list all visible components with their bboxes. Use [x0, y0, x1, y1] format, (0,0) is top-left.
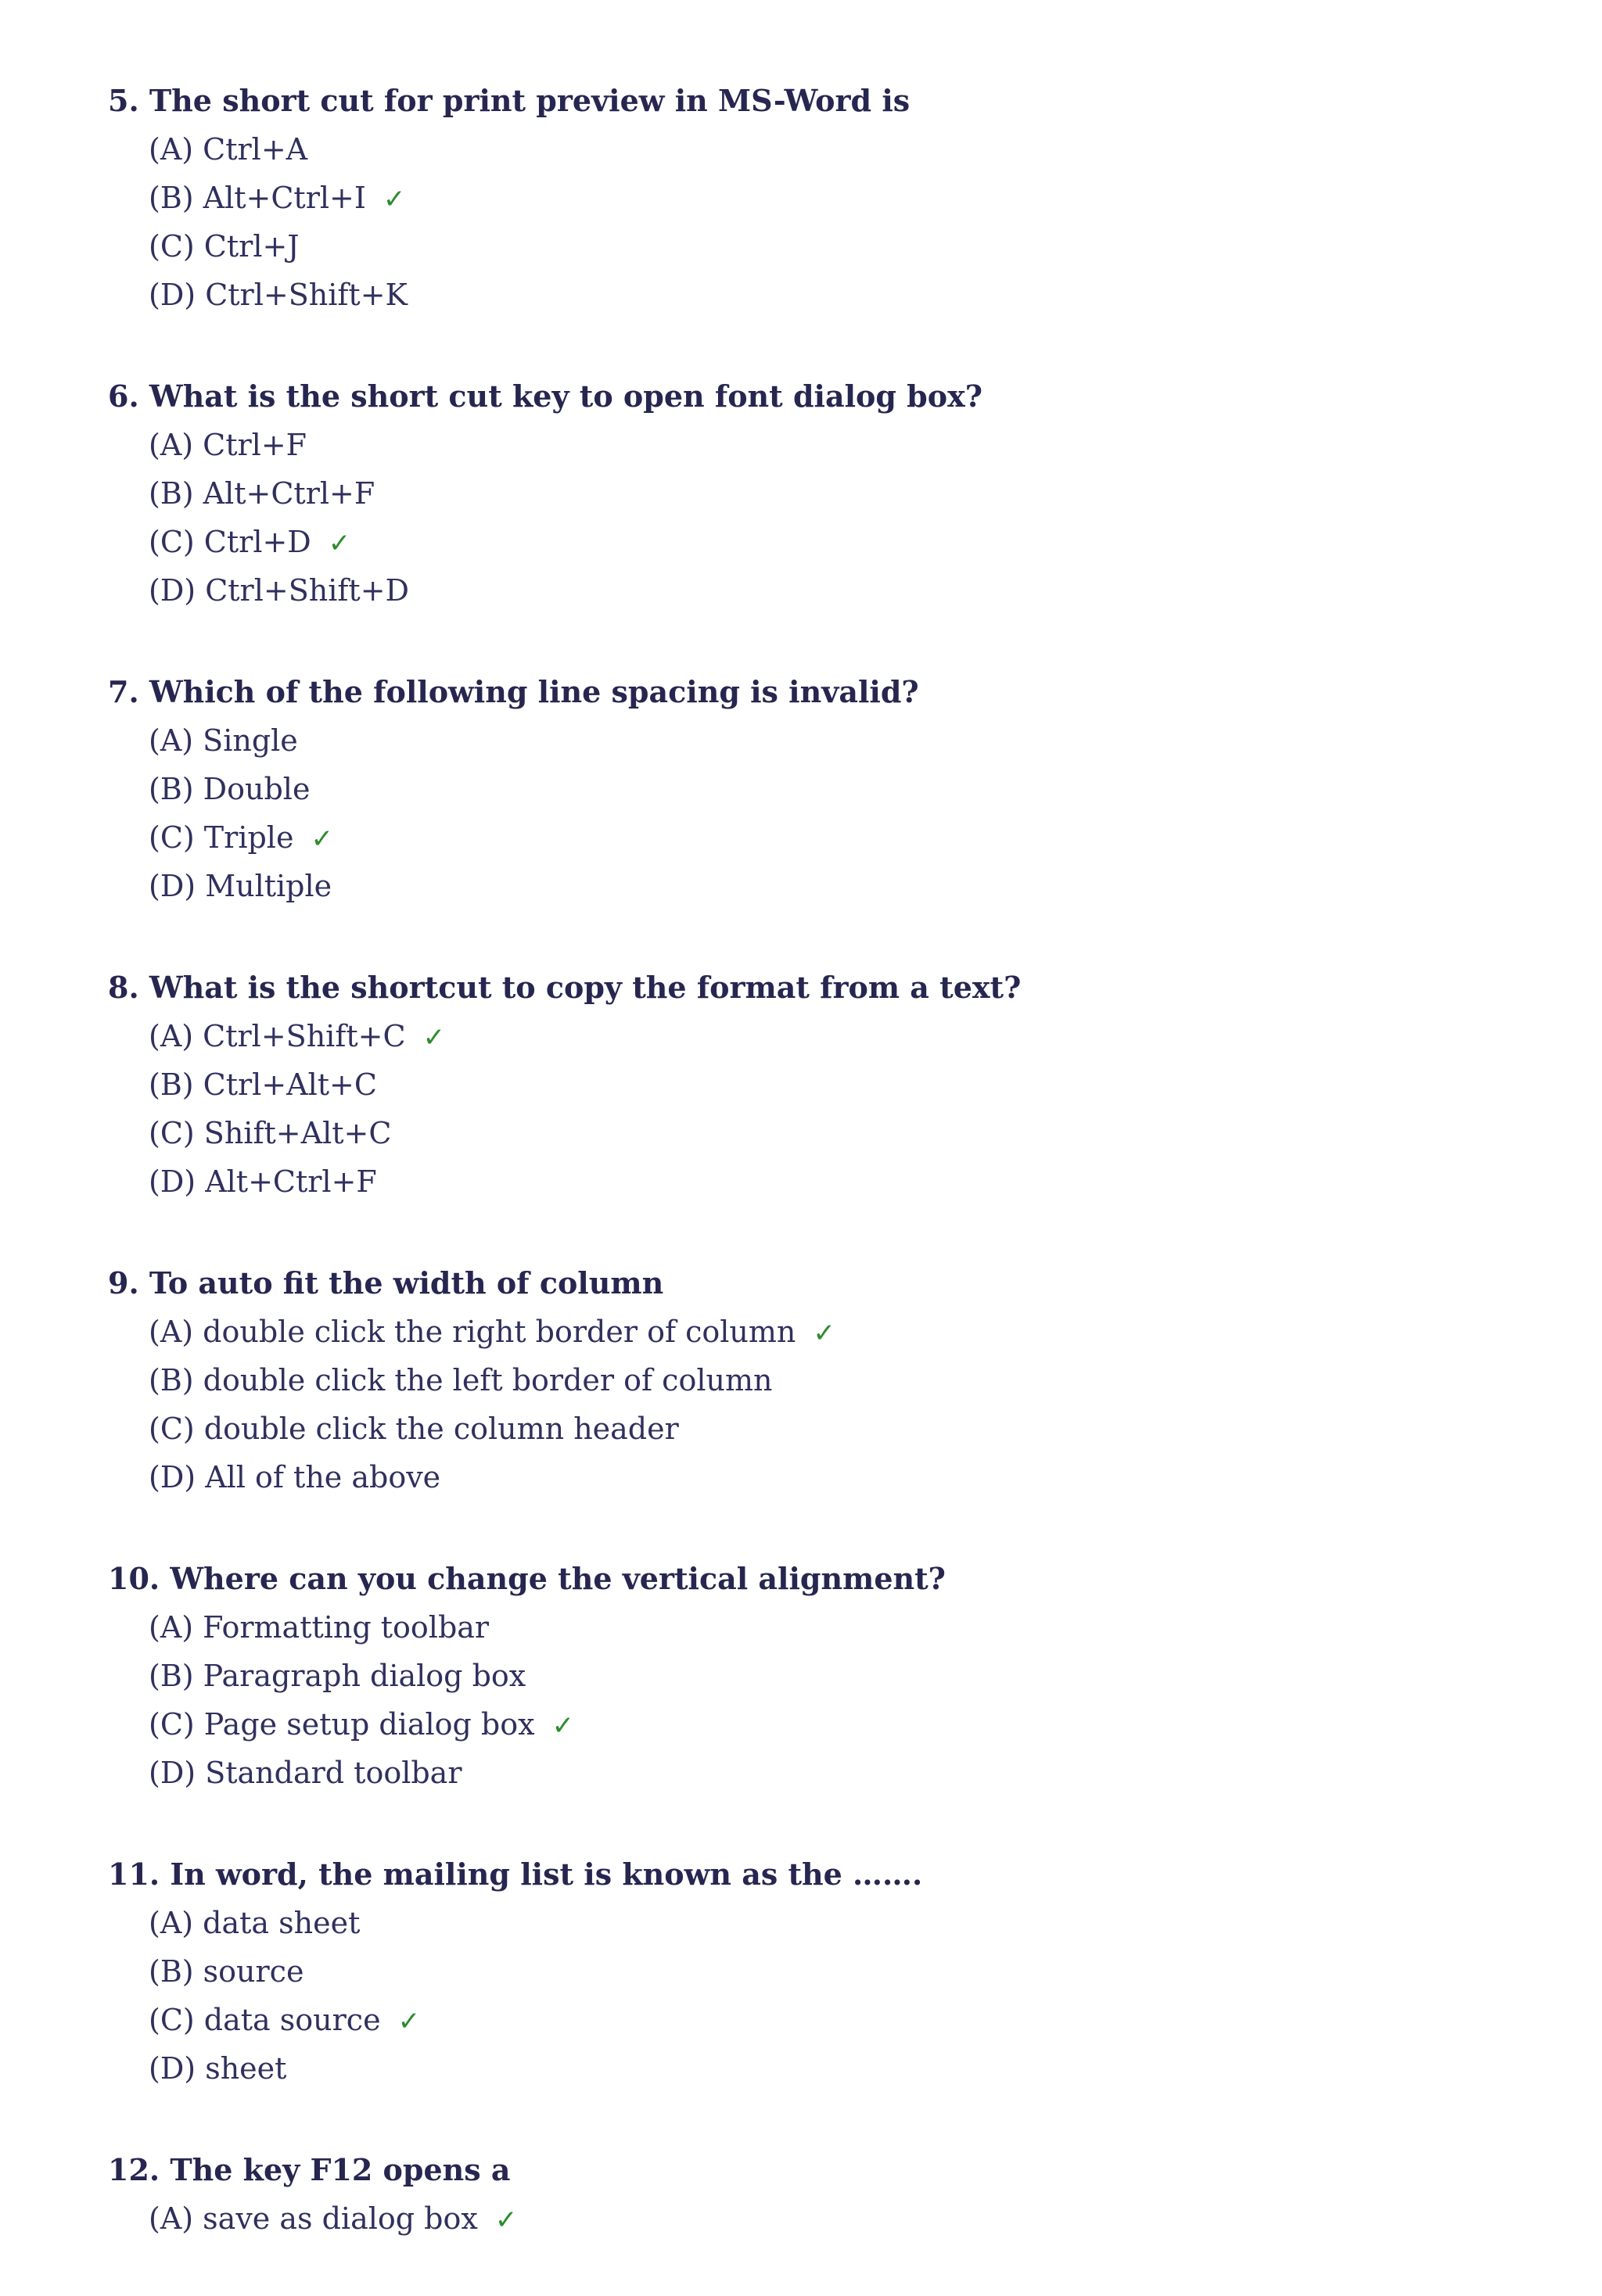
question-12	[108, 2146, 1516, 2243]
option-b	[149, 1947, 1516, 1996]
question-9	[108, 1259, 1516, 1501]
check-icon: ✓	[494, 2205, 518, 2236]
option-list	[108, 421, 1516, 615]
option-b	[149, 469, 1516, 518]
check-icon: ✓	[328, 528, 351, 559]
option-label: (C) Shift+Alt+C	[149, 1116, 392, 1150]
option-label: (C) Ctrl+D	[149, 525, 311, 559]
option-d	[149, 862, 1516, 910]
option-c	[149, 1996, 1516, 2044]
option-a	[149, 421, 1516, 469]
option-d	[149, 1157, 1516, 1206]
option-list	[108, 1308, 1516, 1501]
option-a	[149, 1603, 1516, 1652]
option-d	[149, 566, 1516, 615]
option-a	[149, 1012, 1516, 1060]
option-c	[149, 222, 1516, 271]
question-8	[108, 963, 1516, 1206]
option-label: (D) All of the above	[149, 1460, 441, 1494]
option-label: (C) Ctrl+J	[149, 229, 300, 264]
check-icon: ✓	[813, 1318, 835, 1349]
question-10	[108, 1555, 1516, 1797]
option-c	[149, 1405, 1516, 1453]
option-label: (A) save as dialog box	[149, 2201, 478, 2236]
option-label: (B) Double	[149, 772, 311, 806]
option-label: (A) Single	[149, 723, 298, 758]
question-text: 6. What is the short cut key to open font dialog box?	[108, 378, 983, 414]
option-list	[108, 125, 1516, 319]
option-label: (B) Paragraph dialog box	[149, 1659, 526, 1693]
option-d	[149, 1749, 1516, 1797]
question-text: 12. The key F12 opens a	[108, 2152, 511, 2187]
option-a	[149, 1899, 1516, 1947]
option-label: (B) Ctrl+Alt+C	[149, 1067, 377, 1102]
option-b	[149, 1356, 1516, 1405]
option-b	[149, 765, 1516, 813]
option-a	[149, 1308, 1516, 1356]
option-label: (D) Multiple	[149, 869, 332, 903]
option-a	[149, 716, 1516, 765]
question-text: 8. What is the shortcut to copy the format from a text?	[108, 970, 1022, 1005]
option-b	[149, 174, 1516, 222]
quiz-list	[108, 77, 1516, 2296]
option-list	[108, 1012, 1516, 1206]
option-b	[149, 1060, 1516, 1109]
option-label: (D) Standard toolbar	[149, 1756, 462, 1790]
check-icon: ✓	[422, 1022, 446, 1053]
option-label: (B) Alt+Ctrl+F	[149, 476, 375, 511]
check-icon: ✓	[311, 823, 333, 855]
question-text: 9. To auto fit the width of column	[108, 1265, 664, 1300]
option-label: (A) Ctrl+A	[149, 132, 308, 167]
option-list	[108, 1899, 1516, 2093]
option-label: (B) double click the left border of column	[149, 1363, 773, 1397]
question-6	[108, 372, 1516, 615]
option-label: (A) Ctrl+Shift+C	[149, 1019, 406, 1053]
question-text: 5. The short cut for print preview in MS-Word is	[108, 83, 911, 118]
option-c	[149, 813, 1516, 862]
question-11	[108, 1850, 1516, 2093]
option-c	[149, 518, 1516, 566]
option-label: (A) Formatting toolbar	[149, 1610, 490, 1645]
option-list	[108, 1603, 1516, 1797]
question-text: 10. Where can you change the vertical alignment?	[108, 1561, 946, 1596]
option-label: (D) Ctrl+Shift+D	[149, 573, 410, 608]
option-label: (B) Alt+Ctrl+I	[149, 181, 366, 215]
option-d	[149, 2044, 1516, 2093]
option-list	[108, 2194, 1516, 2243]
question-text: 11. In word, the mailing list is known as the …….	[108, 1857, 923, 1892]
option-label: (A) Ctrl+F	[149, 428, 307, 462]
option-label: (A) data sheet	[149, 1906, 361, 1940]
option-list	[108, 716, 1516, 910]
option-label: (C) double click the column header	[149, 1412, 679, 1446]
option-label: (A) double click the right border of column	[149, 1315, 796, 1349]
check-icon: ✓	[397, 2006, 421, 2037]
option-c	[149, 1109, 1516, 1157]
option-a	[149, 125, 1516, 174]
option-d	[149, 1453, 1516, 1501]
check-icon: ✓	[551, 1710, 575, 1742]
question-5	[108, 77, 1516, 319]
question-7	[108, 668, 1516, 910]
option-label: (C) data source	[149, 2003, 381, 2037]
option-label: (D) sheet	[149, 2051, 287, 2086]
option-label: (D) Alt+Ctrl+F	[149, 1164, 377, 1199]
option-c	[149, 1700, 1516, 1749]
option-label: (C) Triple	[149, 820, 294, 855]
question-text: 7. Which of the following line spacing is invalid?	[108, 674, 919, 709]
check-icon: ✓	[383, 184, 406, 215]
option-b	[149, 1652, 1516, 1700]
option-label: (B) source	[149, 1954, 304, 1989]
option-label: (C) Page setup dialog box	[149, 1707, 535, 1742]
option-a	[149, 2194, 1516, 2243]
option-d	[149, 271, 1516, 319]
option-label: (D) Ctrl+Shift+K	[149, 278, 408, 312]
